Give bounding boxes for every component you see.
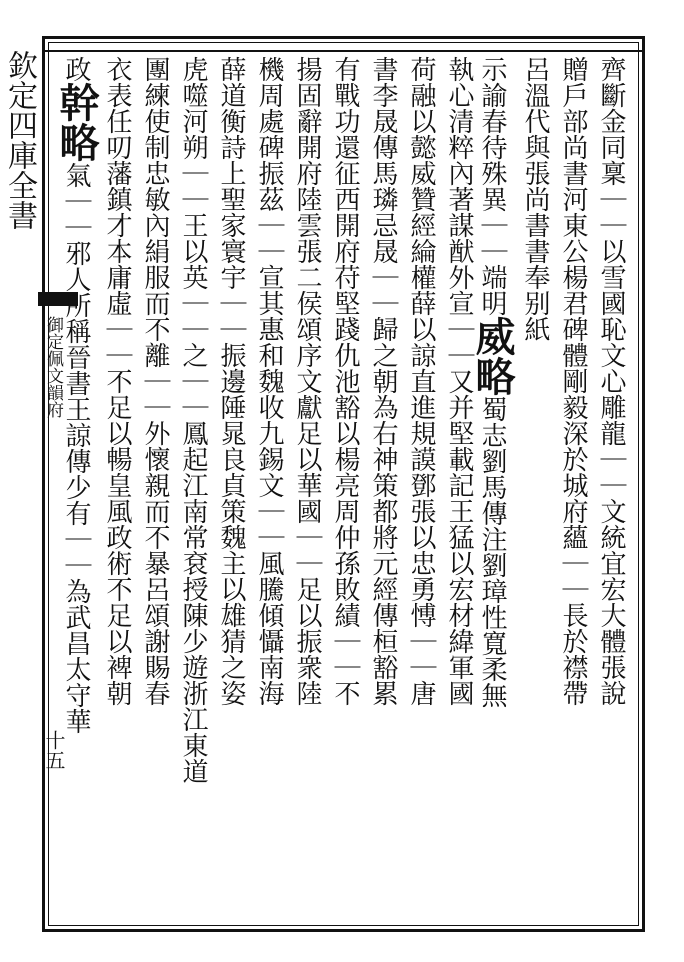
- headword-weilue: 威略: [469, 316, 516, 396]
- headword-ganlue: 幹略: [53, 82, 100, 162]
- margin-subtitle: 御定佩文韻府: [43, 316, 63, 418]
- text-column-11: 薛道衡詩上聖家寰宇｜｜振邊陲晁良貞策魏主以雄猜之姿: [216, 56, 246, 706]
- text-column-2: 贈戶部尚書河東公楊君碑體剛毅深於城府蘊｜｜長於襟帶: [558, 56, 588, 706]
- top-rule: [42, 50, 645, 52]
- text-column-8: 有戰功還征西開府苻堅踐仇池豁以楊亮周仲孫敗績｜｜不: [330, 56, 360, 706]
- margin-title: 欽定四庫全書: [2, 50, 37, 230]
- text-column-14: 衣表任叨藩鎮才本庸虛｜｜不足以暢皇風政術不足以裨朝: [102, 56, 132, 706]
- text-column-9: 揚固辭開府陸雲張二侯頌序文獻足以華國｜｜足以振衆陸: [292, 56, 322, 706]
- text-column-7: 書李晟傳馬璘忌晟｜｜歸之朝為右神策都將元經傳桓豁累: [368, 56, 398, 706]
- page-number: 十五: [42, 730, 66, 770]
- text-column-10: 機周處碑振茲｜｜宣其惠和魏收九錫文｜｜風騰傾懾南海: [254, 56, 284, 706]
- text-column-5: 執心清粹內著謀猷外宣｜｜又并堅載記王猛以宏材緯軍國: [444, 56, 474, 706]
- text-column-12: 虎噬河朔｜｜王以英｜｜之｜｜鳳起江南常袞授陳少遊浙江東道: [178, 56, 208, 784]
- text-column-15: 政幹略氣｜｜邪人所稱晉書王諒傳少有｜｜為武昌太守華: [53, 56, 100, 734]
- text-column-13: 團練使制忠敏內絹服而不離｜｜外懷親而不暴呂頌謝賜春: [140, 56, 170, 706]
- text-column-4: 示諭春待殊異｜｜端明威略蜀志劉馬傳注劉璋性寬柔無: [469, 56, 516, 708]
- text-column-1: 齊斷金同稟｜｜以雪國恥文心雕龍｜｜文統宜宏大體張說: [596, 56, 626, 706]
- text-column-6: 荷融以懿威贊經綸權薛以諒直進規謨鄧張以忠勇愽｜｜唐: [406, 56, 436, 706]
- text-column-3: 呂溫代與張尚書書奉别紙: [520, 56, 550, 342]
